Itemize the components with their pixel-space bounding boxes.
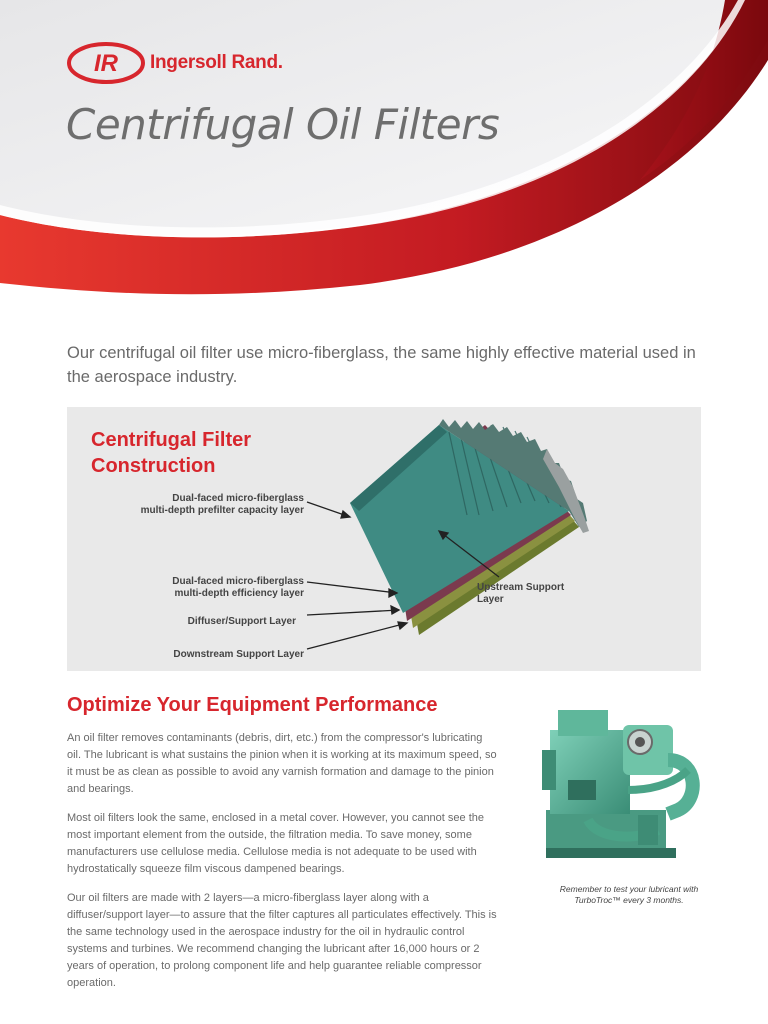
- page-title: Centrifugal Oil Filters: [66, 100, 500, 149]
- callout-efficiency: [127, 576, 304, 600]
- ir-logo-mark: [66, 40, 146, 86]
- brand-logo[interactable]: [66, 40, 283, 86]
- paragraph-3: Our oil filters are made with 2 layers—a micro-fiberglass layer along with a diffuser/support layer—to assure that the filter captures all particulates effectively. This is the same technology used in the aerospace industry for the oil in hydraulic control systems and turbines. We recommend changing the lubricant after 16,000 hours or 2 years of operation, to prolong component life and help guarantee reliable compressor operation.: [67, 892, 497, 989]
- image-caption: Remember to test your lubricant with TurboTroc™ every 3 months.: [559, 884, 699, 905]
- paragraph-1: An oil filter removes contaminants (debris, dirt, etc.) from the compressor's lubricating oil. The lubricant is what sustains the pinion when it is working at its maximum speed, so it must be as clean as possible to avoid any varnish formation and damage to the pinion and bearings.: [67, 732, 497, 795]
- diagram-title: Centrifugal Filter Construction: [91, 429, 252, 477]
- callout-prefilter: [127, 493, 304, 517]
- brand-name: Ingersoll Rand.: [150, 52, 283, 73]
- section-heading: Optimize Your Equipment Performance: [67, 694, 438, 716]
- callout-prefilter-line2: multi-depth prefilter capacity layer: [140, 505, 304, 516]
- intro-text: Our centrifugal oil filter use micro-fiberglass, the same highly effective material used in the aerospace industry.: [67, 344, 696, 386]
- svg-text:IR: IR: [94, 50, 118, 77]
- filter-construction-diagram: [67, 407, 701, 671]
- compressor-image: [528, 690, 718, 870]
- callout-diffuser: Diffuser/Support Layer: [187, 616, 296, 627]
- callout-upstream: Upstream Support Layer: [477, 582, 565, 605]
- callout-efficiency-line1: Dual-faced micro-fiberglass: [172, 576, 304, 587]
- callout-efficiency-line2: multi-depth efficiency layer: [174, 588, 304, 599]
- callout-prefilter-line1: Dual-faced micro-fiberglass: [172, 493, 304, 504]
- body-text: [67, 730, 497, 1004]
- paragraph-2: Most oil filters look the same, enclosed in a metal cover. However, you cannot see the most important element from the outside, the filtration media. To save money, some manufacturers use cellulose media. Cellulose media is not adequate to be used with hydrostatically squeeze film viscous dampened bearings.: [67, 812, 484, 875]
- callout-downstream: Downstream Support Layer: [173, 649, 304, 660]
- filter-layers-illustration: [67, 407, 701, 671]
